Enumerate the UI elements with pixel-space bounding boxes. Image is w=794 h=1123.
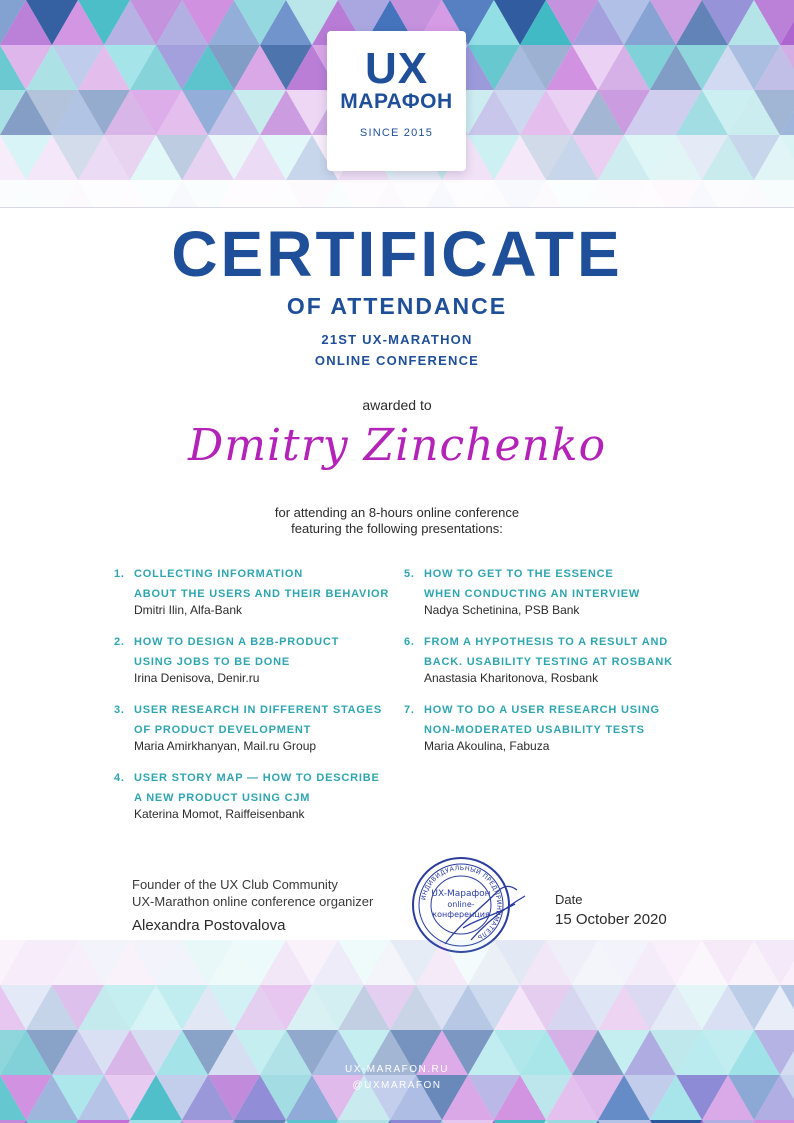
presentation-speaker: Maria Akoulina, Fabuza	[424, 739, 550, 753]
presentation-title: COLLECTING INFORMATION ABOUT THE USERS AND THEIR BEHAVIOR	[134, 568, 390, 600]
presentation-title: HOW TO DESIGN A B2B-PRODUCT USING JOBS TO BE DONE	[134, 636, 340, 668]
presentation-speaker: Katerina Momot, Raiffeisenbank	[134, 807, 305, 821]
svg-text:UX-Марафон: UX-Марафон	[431, 889, 491, 899]
organizer-role	[132, 876, 373, 910]
presentation-number: 4.	[114, 772, 125, 784]
presentation-number: 6.	[404, 636, 415, 648]
svg-text:online-: online-	[447, 900, 475, 909]
intro-text	[0, 505, 794, 537]
presentation-number: 5.	[404, 568, 415, 580]
event-name	[0, 329, 794, 371]
logo-since-text: SINCE 2015	[359, 127, 434, 139]
presentation-title: USER STORY MAP — HOW TO DESCRIBE A NEW PRODUCT USING CJM	[134, 772, 380, 804]
intro-line-2: featuring the following presentations:	[291, 521, 503, 536]
date-label: Date	[555, 892, 583, 907]
triangle-pattern-graphic	[0, 940, 794, 1123]
presentation-title: FROM A HYPOTHESIS TO A RESULT AND BACK. USABILITY TESTING AT ROSBANK	[424, 636, 673, 668]
seal-ring-text: ИНДИВИДУАЛЬНЫЙ ПРЕДПРИНИМАТЕЛЬ	[420, 864, 503, 941]
certificate-subtitle: OF ATTENDANCE	[286, 293, 508, 319]
presentation-number: 7.	[404, 704, 415, 716]
presentation-speaker: Anastasia Kharitonova, Rosbank	[424, 671, 599, 685]
organizer-role-line-1: Founder of the UX Club Community	[132, 877, 338, 892]
event-line-1: 21ST UX-MARATHON	[321, 332, 473, 347]
presentation-number: 3.	[114, 704, 125, 716]
event-line-2: ONLINE CONFERENCE	[314, 353, 480, 368]
organizer-role-line-2: UX-Marathon online conference organizer	[132, 894, 374, 909]
presentation-speaker: Irina Denisova, Denir.ru	[134, 671, 260, 685]
svg-text:конференция: конференция	[432, 910, 490, 919]
logo-marathon-text: МАРАФОН	[340, 90, 453, 113]
organizer-name: Alexandra Postovalova	[132, 917, 286, 934]
presentation-speaker: Nadya Schetinina, PSB Bank	[424, 603, 580, 617]
footer-contacts	[0, 1062, 794, 1094]
presentation-speaker: Maria Amirkhanyan, Mail.ru Group	[134, 739, 317, 753]
presentation-number: 2.	[114, 636, 125, 648]
presentation-title: USER RESEARCH IN DIFFERENT STAGES OF PRODUCT DEVELOPMENT	[134, 704, 383, 736]
header-divider	[0, 207, 794, 208]
recipient-name: Dmitry Zinchenko	[187, 420, 607, 471]
social-handle[interactable]: @UXMARAFON	[352, 1080, 442, 1091]
logo-ux-text: UX	[364, 44, 429, 93]
presentation-title: HOW TO DO A USER RESEARCH USING NON-MODERATED USABILITY TESTS	[424, 704, 660, 736]
ux-marathon-logo	[327, 31, 466, 171]
presentation-number: 1.	[114, 568, 125, 580]
awarded-to-label: awarded to	[362, 397, 432, 413]
presentation-speaker: Dmitri Ilin, Alfa-Bank	[134, 603, 243, 617]
presentation-title: HOW TO GET TO THE ESSENCE WHEN CONDUCTING AN INTERVIEW	[424, 568, 641, 600]
website-link[interactable]: UX-MARAFON.RU	[345, 1064, 449, 1075]
bottom-triangle-pattern	[0, 940, 794, 1123]
certificate-title: CERTIFICATE	[171, 218, 623, 290]
date-value: 15 October 2020	[555, 911, 667, 928]
intro-line-1: for attending an 8-hours online conference	[274, 505, 520, 520]
